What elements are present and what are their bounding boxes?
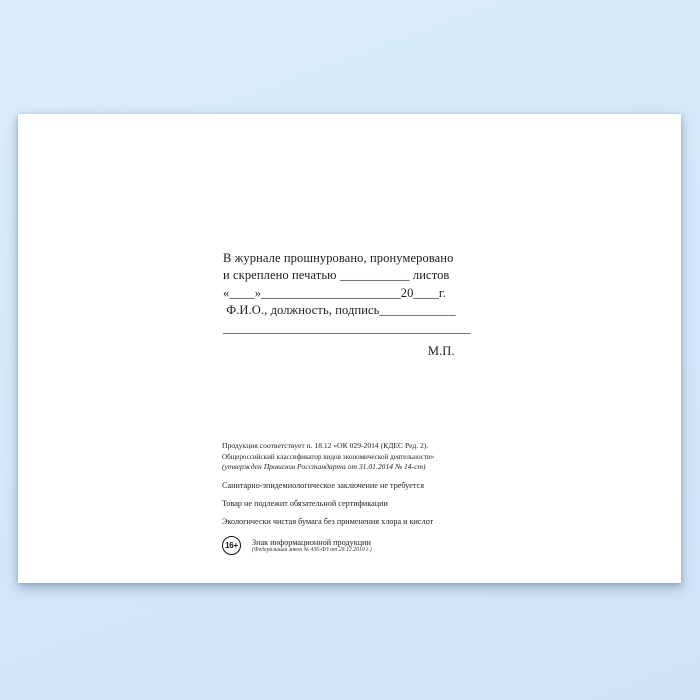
cert-line-2: и скреплено печатью ___________ листов — [223, 268, 450, 283]
certification-block — [223, 250, 471, 360]
compliance-block — [222, 441, 434, 473]
note-certification: Товар не подлежит обязательной сертификации — [222, 499, 388, 509]
compliance-line-1: Продукция соответствует п. 18.12 «ОК 029-2014 (КДЕС Ред. 2). — [222, 441, 429, 450]
note-eco-paper: Экологически чистая бумага без применения хлора и кислот — [222, 517, 434, 527]
age-mark-title: Знак информационной продукции — [252, 537, 371, 547]
age-mark-text — [252, 536, 372, 554]
cert-line-1: В журнале прошнуровано, пронумеровано — [223, 251, 454, 265]
compliance-line-3: (утвержден Приказом Росстандарта от 31.01.2014 № 14-ст) — [222, 462, 426, 472]
cert-line-4: Ф.И.О., должность, подпись____________ — [223, 303, 456, 318]
compliance-line-2: Общероссийский классификатор видов экономической деятельности» — [222, 452, 435, 461]
footer-block — [222, 441, 434, 555]
journal-back-page — [18, 114, 681, 583]
age-16-icon: 16+ — [222, 536, 241, 555]
seal-mark: М.П. — [427, 344, 455, 359]
note-sanitary: Санитарно-эпидемиологическое заключение не требуется — [222, 481, 424, 491]
age-mark-subtitle: (Федеральный закон № 436-ФЗ от 29.12.2010 г.) — [252, 546, 372, 553]
age-mark-row — [222, 536, 434, 555]
cert-line-5: _______________________________________ — [223, 320, 471, 335]
cert-line-3: «____»______________________20____г. — [223, 285, 446, 300]
